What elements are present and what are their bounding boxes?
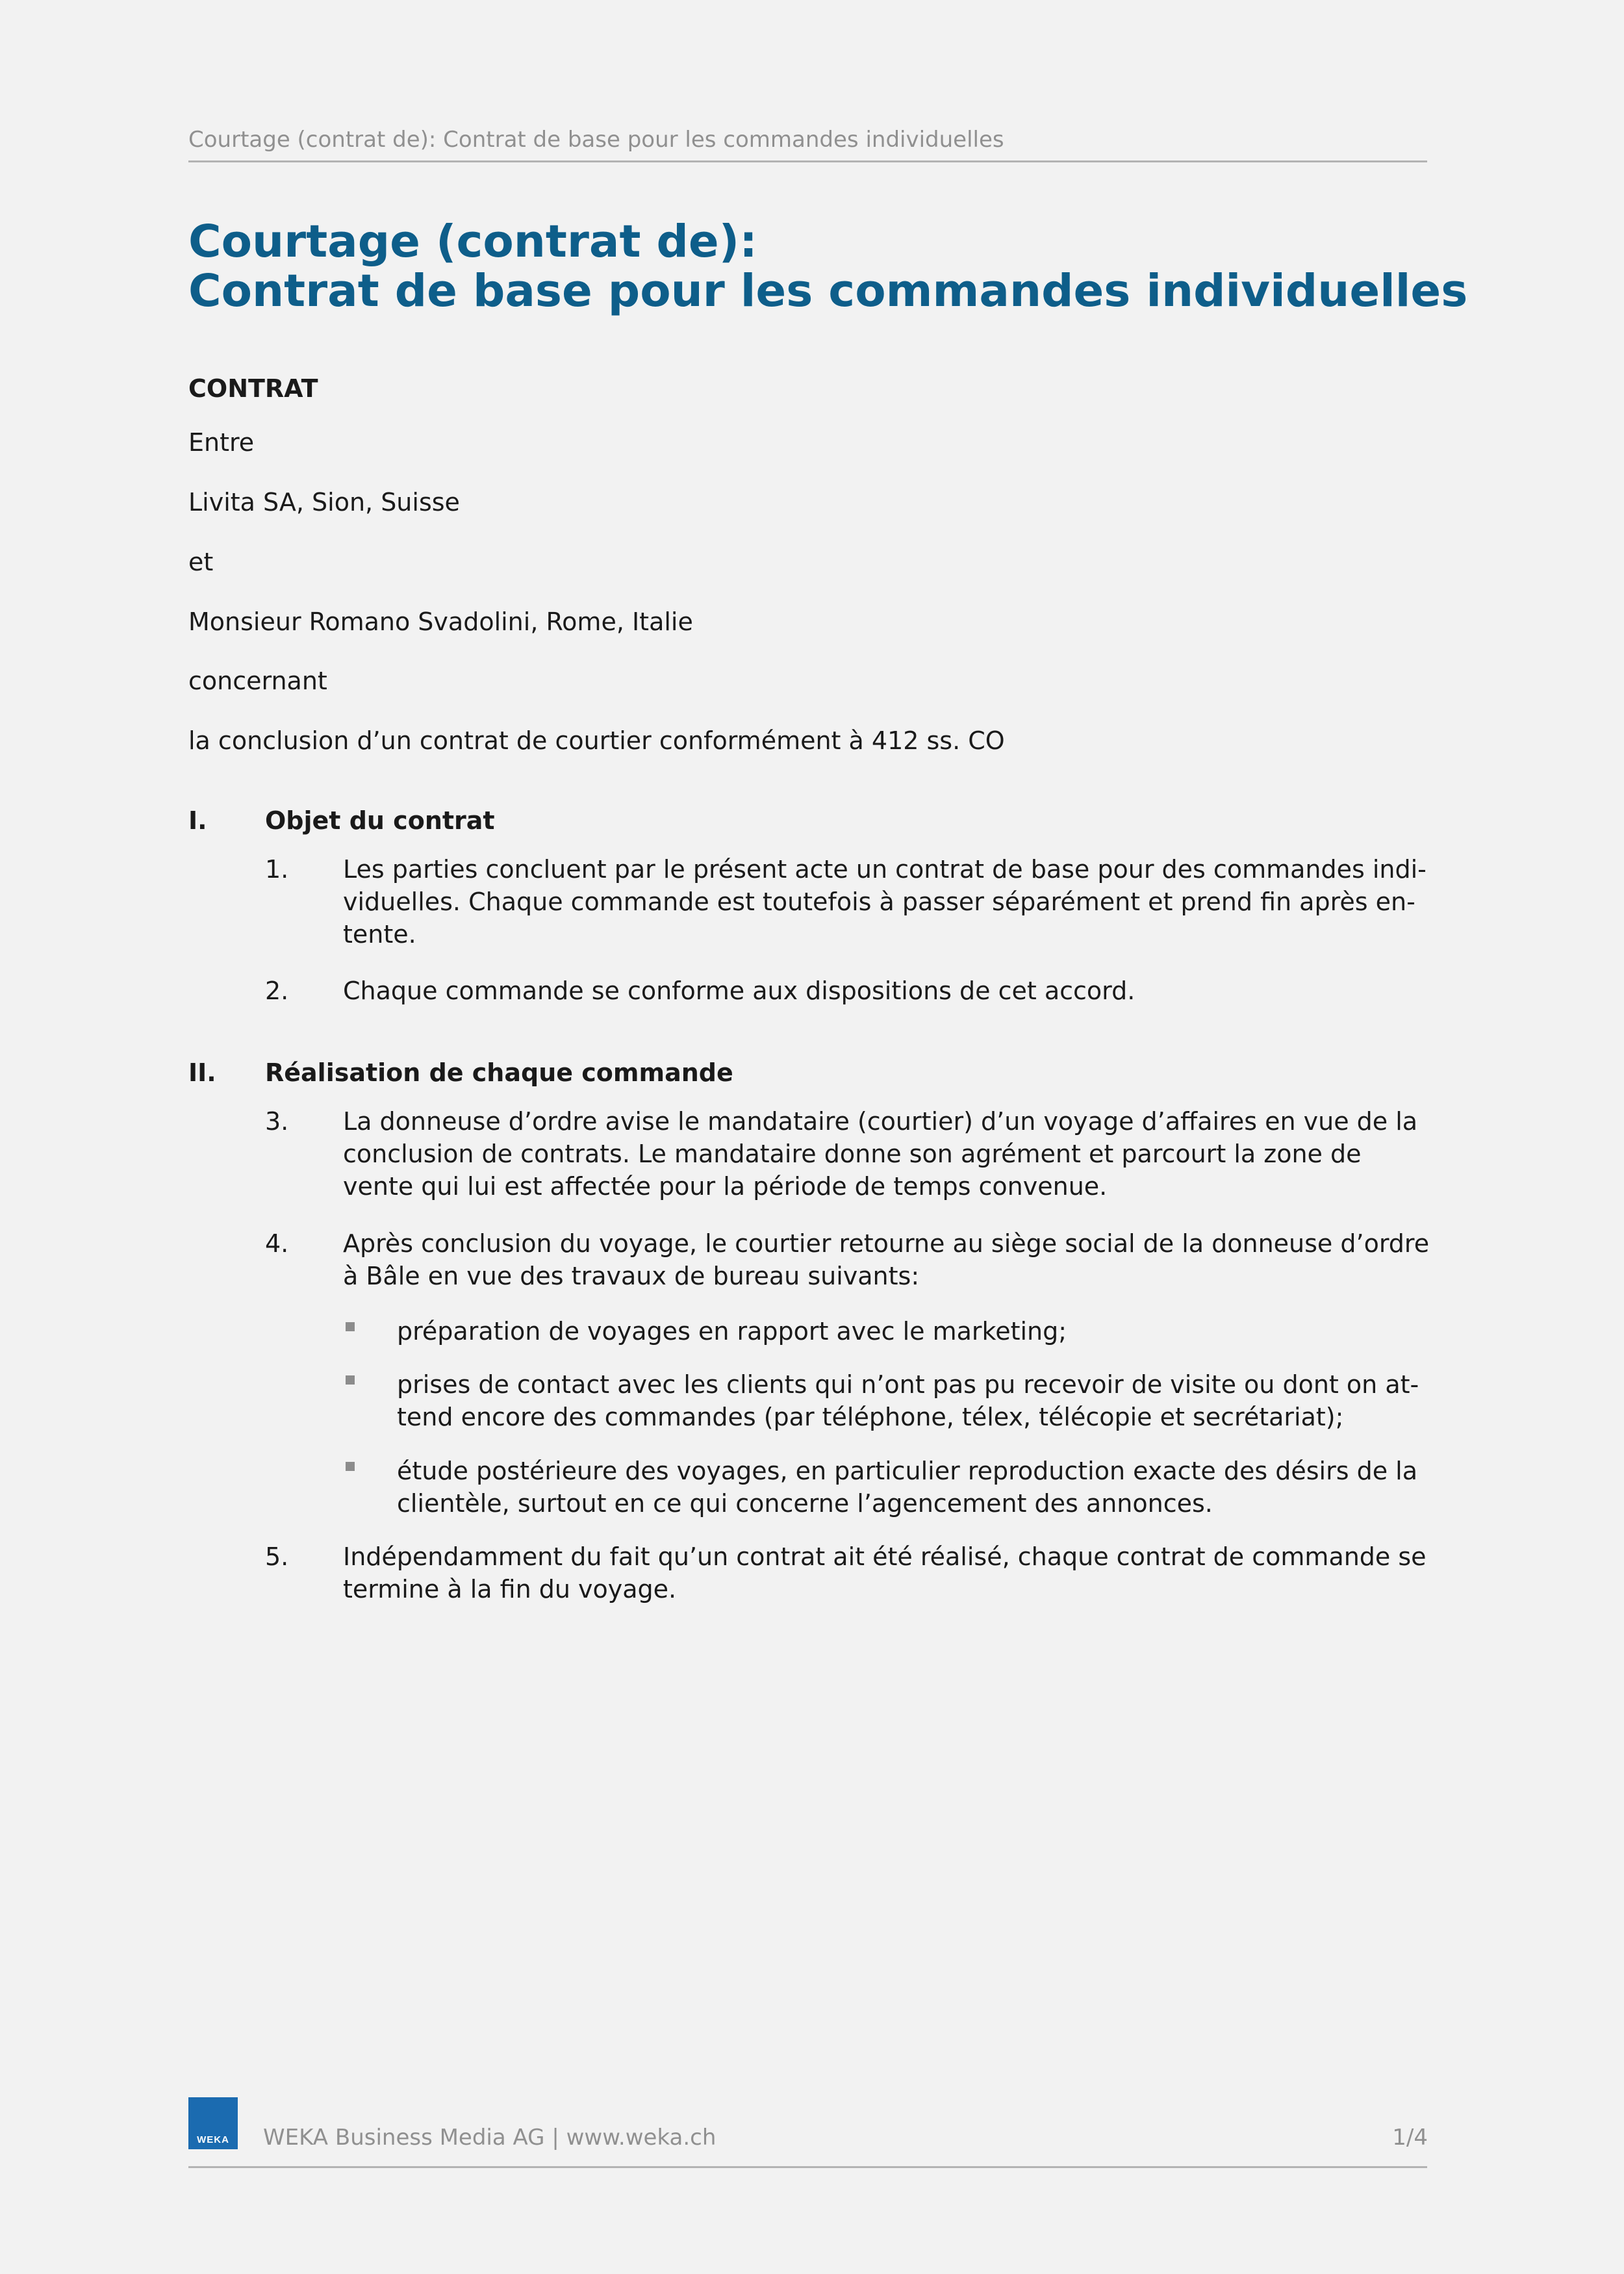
party-1: Livita SA, Sion, Suisse xyxy=(188,488,460,517)
page-number: 1/4 xyxy=(1392,2125,1428,2151)
item-number: 3. xyxy=(265,1107,289,1136)
bullet-item xyxy=(397,1368,1436,1433)
item-text xyxy=(343,1227,1434,1292)
footer-company: WEKA Business Media AG | www.weka.ch xyxy=(263,2125,717,2151)
section-title: Objet du contrat xyxy=(265,806,495,835)
concerning-text: concernant xyxy=(188,667,327,695)
item-text-line: conclusion de contrats. Le mandataire donne son agrément et parcourt la zone de xyxy=(343,1140,1362,1168)
item-text xyxy=(343,1105,1434,1203)
item-text-line: termine à la fin du voyage. xyxy=(343,1575,677,1603)
bullet-text-line: étude postérieure des voyages, en particulier reproduction exacte des désirs de la xyxy=(397,1457,1418,1485)
logo-text: WEKA xyxy=(197,2134,229,2145)
bullet-marker-icon xyxy=(346,1322,355,1331)
bullet-item xyxy=(397,1455,1436,1520)
bullet-text-line: tend encore des commandes (par téléphone, télex, télécopie et secrétariat); xyxy=(397,1403,1344,1431)
item-text xyxy=(343,1540,1434,1605)
header-divider xyxy=(188,160,1427,162)
bullet-marker-icon xyxy=(346,1375,355,1385)
document-title xyxy=(188,216,1468,317)
section-number: II. xyxy=(188,1058,216,1087)
section-number: I. xyxy=(188,806,207,835)
item-text-line: tente. xyxy=(343,920,416,949)
bullet-text-line: prises de contact avec les clients qui n’ont pas pu recevoir de visite ou dont on at- xyxy=(397,1370,1419,1399)
item-text-line: Chaque commande se conforme aux dispositions de cet accord. xyxy=(343,977,1136,1005)
between-text: Entre xyxy=(188,428,255,457)
running-header: Courtage (contrat de): Contrat de base pour les commandes individuelles xyxy=(188,127,1004,153)
party-2: Monsieur Romano Svadolini, Rome, Italie xyxy=(188,607,693,636)
item-text-line: Les parties concluent par le présent acte un contrat de base pour des commandes indi- xyxy=(343,855,1427,884)
weka-logo xyxy=(188,2097,238,2149)
item-number: 5. xyxy=(265,1542,289,1571)
item-number: 2. xyxy=(265,977,289,1005)
item-text-line: vente qui lui est affectée pour la période de temps convenue. xyxy=(343,1172,1108,1201)
item-text xyxy=(343,975,1434,1007)
and-text: et xyxy=(188,548,214,576)
bullet-marker-icon xyxy=(346,1462,355,1471)
item-text-line: viduelles. Chaque commande est toutefois à passer séparément et prend fin après en- xyxy=(343,888,1415,916)
item-text-line: Indépendamment du fait qu’un contrat ait été réalisé, chaque contrat de commande se xyxy=(343,1542,1427,1571)
bullet-text-line: préparation de voyages en rapport avec le marketing; xyxy=(397,1317,1067,1346)
item-text xyxy=(343,853,1434,951)
contract-heading: CONTRAT xyxy=(188,374,318,403)
item-number: 4. xyxy=(265,1229,289,1258)
item-text-line: Après conclusion du voyage, le courtier retourne au siège social de la donneuse d’ordre xyxy=(343,1229,1430,1258)
item-number: 1. xyxy=(265,855,289,884)
contract-subject: la conclusion d’un contrat de courtier conformément à 412 ss. CO xyxy=(188,726,1005,755)
section-title: Réalisation de chaque commande xyxy=(265,1058,733,1087)
bullet-item xyxy=(397,1315,1436,1348)
title-line-2: Contrat de base pour les commandes individuelles xyxy=(188,265,1468,317)
item-text-line: La donneuse d’ordre avise le mandataire (courtier) d’un voyage d’affaires en vue de la xyxy=(343,1107,1418,1136)
bullet-text-line: clientèle, surtout en ce qui concerne l’agencement des annonces. xyxy=(397,1489,1213,1518)
footer-divider xyxy=(188,2166,1427,2168)
title-line-1: Courtage (contrat de): xyxy=(188,216,757,268)
item-text-line: à Bâle en vue des travaux de bureau suivants: xyxy=(343,1262,920,1290)
